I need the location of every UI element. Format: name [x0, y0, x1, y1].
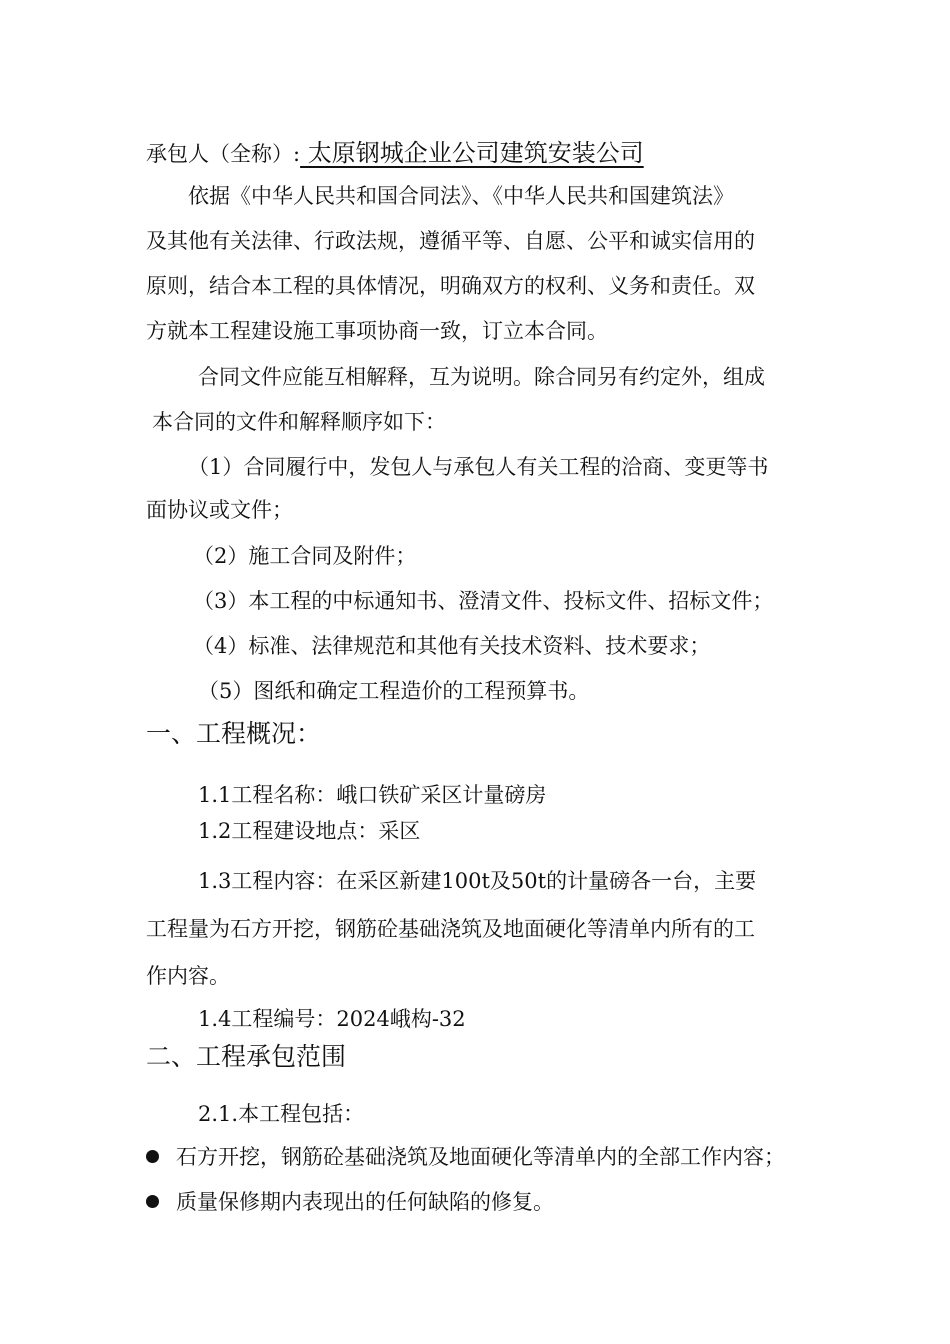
bullet-dot-icon: [146, 1195, 159, 1208]
section2-bullet: 质量保修期内表现出的任何缺陷的修复。: [176, 1190, 554, 1214]
section1-item: 1.4工程编号：2024峨构-32: [198, 1007, 466, 1031]
section1-item: 作内容。: [146, 964, 230, 988]
document-item: 面协议或文件；: [146, 498, 293, 522]
section1-item: 1.1工程名称：峨口铁矿采区计量磅房: [198, 783, 547, 807]
document-item: （2）施工合同及附件；: [193, 544, 417, 568]
contractor-name: 太原钢城企业公司建筑安装公司: [300, 139, 644, 167]
contractor-line: [146, 137, 644, 169]
order-intro-line: 本合同的文件和解释顺序如下：: [152, 410, 446, 434]
contractor-label: 承包人（全称）:: [146, 142, 301, 166]
section1-item: 1.3工程内容：在采区新建100t及50t的计量磅各一台，主要: [198, 869, 757, 893]
document-item: （4）标准、法律规范和其他有关技术资料、技术要求；: [193, 634, 711, 658]
section1-item: 1.2工程建设地点：采区: [198, 819, 421, 843]
intro-line: 原则，结合本工程的具体情况，明确双方的权利、义务和责任。双: [146, 274, 755, 298]
bullet-dot-icon: [146, 1150, 159, 1163]
intro-line: 及其他有关法律、行政法规，遵循平等、自愿、公平和诚实信用的: [146, 229, 755, 253]
section2-heading: 二、工程承包范围: [146, 1042, 347, 1071]
document-item: （3）本工程的中标通知书、澄清文件、投标文件、招标文件；: [193, 589, 774, 613]
section1-item: 工程量为石方开挖，钢筋砼基础浇筑及地面硬化等清单内所有的工: [146, 917, 755, 941]
document-item: （5）图纸和确定工程造价的工程预算书。: [198, 679, 590, 703]
section2-subheading: 2.1.本工程包括：: [198, 1102, 365, 1126]
order-intro-line: 合同文件应能互相解释，互为说明。除合同另有约定外，组成: [198, 365, 765, 389]
section2-bullet: 石方开挖，钢筋砼基础浇筑及地面硬化等清单内的全部工作内容；: [176, 1145, 785, 1169]
intro-line: 依据《中华人民共和国合同法》、《中华人民共和国建筑法》: [188, 184, 734, 208]
section1-heading: 一、工程概况：: [146, 719, 322, 748]
intro-line: 方就本工程建设施工事项协商一致，订立本合同。: [146, 319, 608, 343]
document-item: （1）合同履行中，发包人与承包人有关工程的洽商、变更等书: [188, 455, 769, 479]
